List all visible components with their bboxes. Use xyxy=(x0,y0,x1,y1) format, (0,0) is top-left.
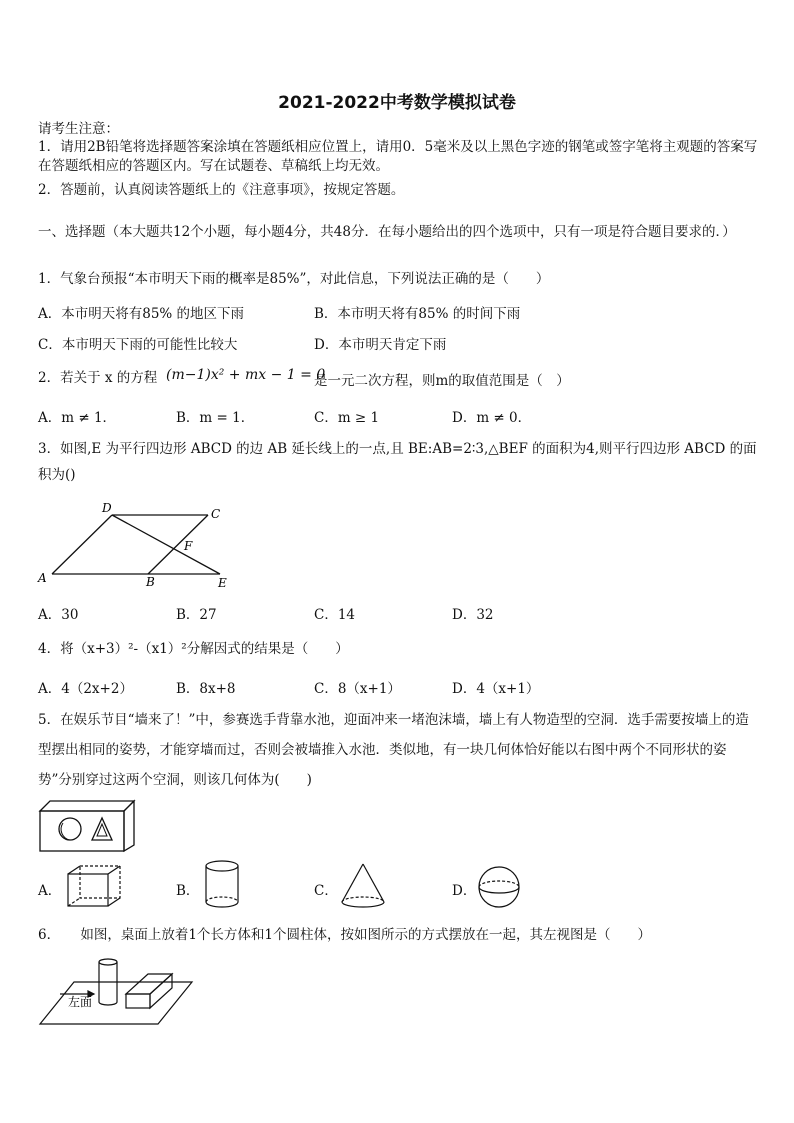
q3-option-b[interactable]: B．27 xyxy=(176,607,217,623)
q5-option-a[interactable]: A． xyxy=(38,883,62,899)
q4-option-a[interactable]: A．4（2x+2） xyxy=(38,681,133,697)
q1-stem: 1．气象台预报“本市明天下雨的概率是85%”，对此信息，下列说法正确的是（ ） xyxy=(38,271,550,287)
q2-stem-post: 是一元二次方程，则m的取值范围是（ ） xyxy=(314,373,570,389)
q3-option-a[interactable]: A．30 xyxy=(38,607,79,623)
notice-item-1: 1．请用2B铅笔将选择题答案涂填在答题纸相应位置上，请用0．5毫米及以上黑色字迹的钢笔或签字笔将主观题的答案写在答题纸相应的答题区内。写在试题卷、草稿纸上均无效。 xyxy=(38,139,758,174)
q3-parallelogram-figure xyxy=(34,498,244,590)
q6-desk-figure xyxy=(36,950,196,1030)
q2-option-d[interactable]: D．m ≠ 0． xyxy=(452,410,532,426)
section-heading: 一、选择题（本大题共12个小题，每小题4分，共48分．在每小题给出的四个选项中，只有一项是符合题目要求的．） xyxy=(38,224,736,240)
q6-stem: 6． 如图，桌面上放着1个长方体和1个圆柱体，按如图所示的方式摆放在一起，其左视图是（ ） xyxy=(38,927,652,943)
page-title: 2021-2022中考数学模拟试卷 xyxy=(278,93,516,113)
q5-option-d[interactable]: D． xyxy=(452,883,477,899)
q1-option-b[interactable]: B．本市明天将有85% 的时间下雨 xyxy=(314,306,521,322)
q1-option-d[interactable]: D．本市明天肯定下雨 xyxy=(314,337,447,353)
left-view-label: 左面 xyxy=(68,995,93,1009)
q2-stem-pre: 2．若关于 x 的方程 xyxy=(38,370,158,386)
label-a: A xyxy=(38,571,47,585)
q4-option-d[interactable]: D．4（x+1） xyxy=(452,681,540,697)
notice-heading: 请考生注意： xyxy=(38,121,119,137)
q3-option-d[interactable]: D．32 xyxy=(452,607,494,623)
q4-option-b[interactable]: B．8x+8 xyxy=(176,681,236,697)
label-b: B xyxy=(146,575,155,589)
label-f: F xyxy=(184,539,193,553)
q5-stem: 5．在娱乐节目“墙来了！”中，参赛选手背靠水池，迎面冲来一堵泡沫墙，墙上有人物造型的空洞．选手需要按墙上的造型摆出相同的姿势，才能穿墙而过，否则会被墙推入水池．类似地，有一块几何体恰好能以右图中两个不同形状的姿势”分别穿过这两个空洞，则该几何体为( ) xyxy=(38,712,749,788)
q1-option-a[interactable]: A．本市明天将有85% 的地区下雨 xyxy=(38,306,245,322)
cone-icon[interactable] xyxy=(338,860,388,910)
q2-option-c[interactable]: C．m ≥ 1 xyxy=(314,410,380,426)
q5-option-b[interactable]: B． xyxy=(176,883,200,899)
q4-option-c[interactable]: C．8（x+1） xyxy=(314,681,401,697)
q2-equation: (m−1)x² + mx − 1 = 0 xyxy=(166,367,326,383)
label-c: C xyxy=(211,507,221,521)
label-e: E xyxy=(218,576,227,590)
q1-option-c[interactable]: C．本市明天下雨的可能性比较大 xyxy=(38,337,238,353)
q5-foam-wall-figure xyxy=(36,797,140,853)
sphere-icon[interactable] xyxy=(476,864,522,910)
q2-option-a[interactable]: A．m ≠ 1． xyxy=(38,410,117,426)
q3-option-c[interactable]: C．14 xyxy=(314,607,356,623)
q5-option-c[interactable]: C． xyxy=(314,883,338,899)
q4-stem: 4．将（x+3）²-（x1）²分解因式的结果是（ ） xyxy=(38,641,349,657)
cube-icon[interactable] xyxy=(64,862,126,910)
label-d: D xyxy=(102,501,112,515)
q2-option-b[interactable]: B．m = 1． xyxy=(176,410,255,426)
cylinder-icon[interactable] xyxy=(200,858,244,910)
q3-stem: 3．如图,E 为平行四边形 ABCD 的边 AB 延长线上的一点,且 BE:AB=2∶3,△BEF 的面积为4,则平行四边形 ABCD 的面积为() xyxy=(38,441,757,483)
notice-item-2: 2．答题前，认真阅读答题纸上的《注意事项》，按规定答题。 xyxy=(38,182,405,198)
